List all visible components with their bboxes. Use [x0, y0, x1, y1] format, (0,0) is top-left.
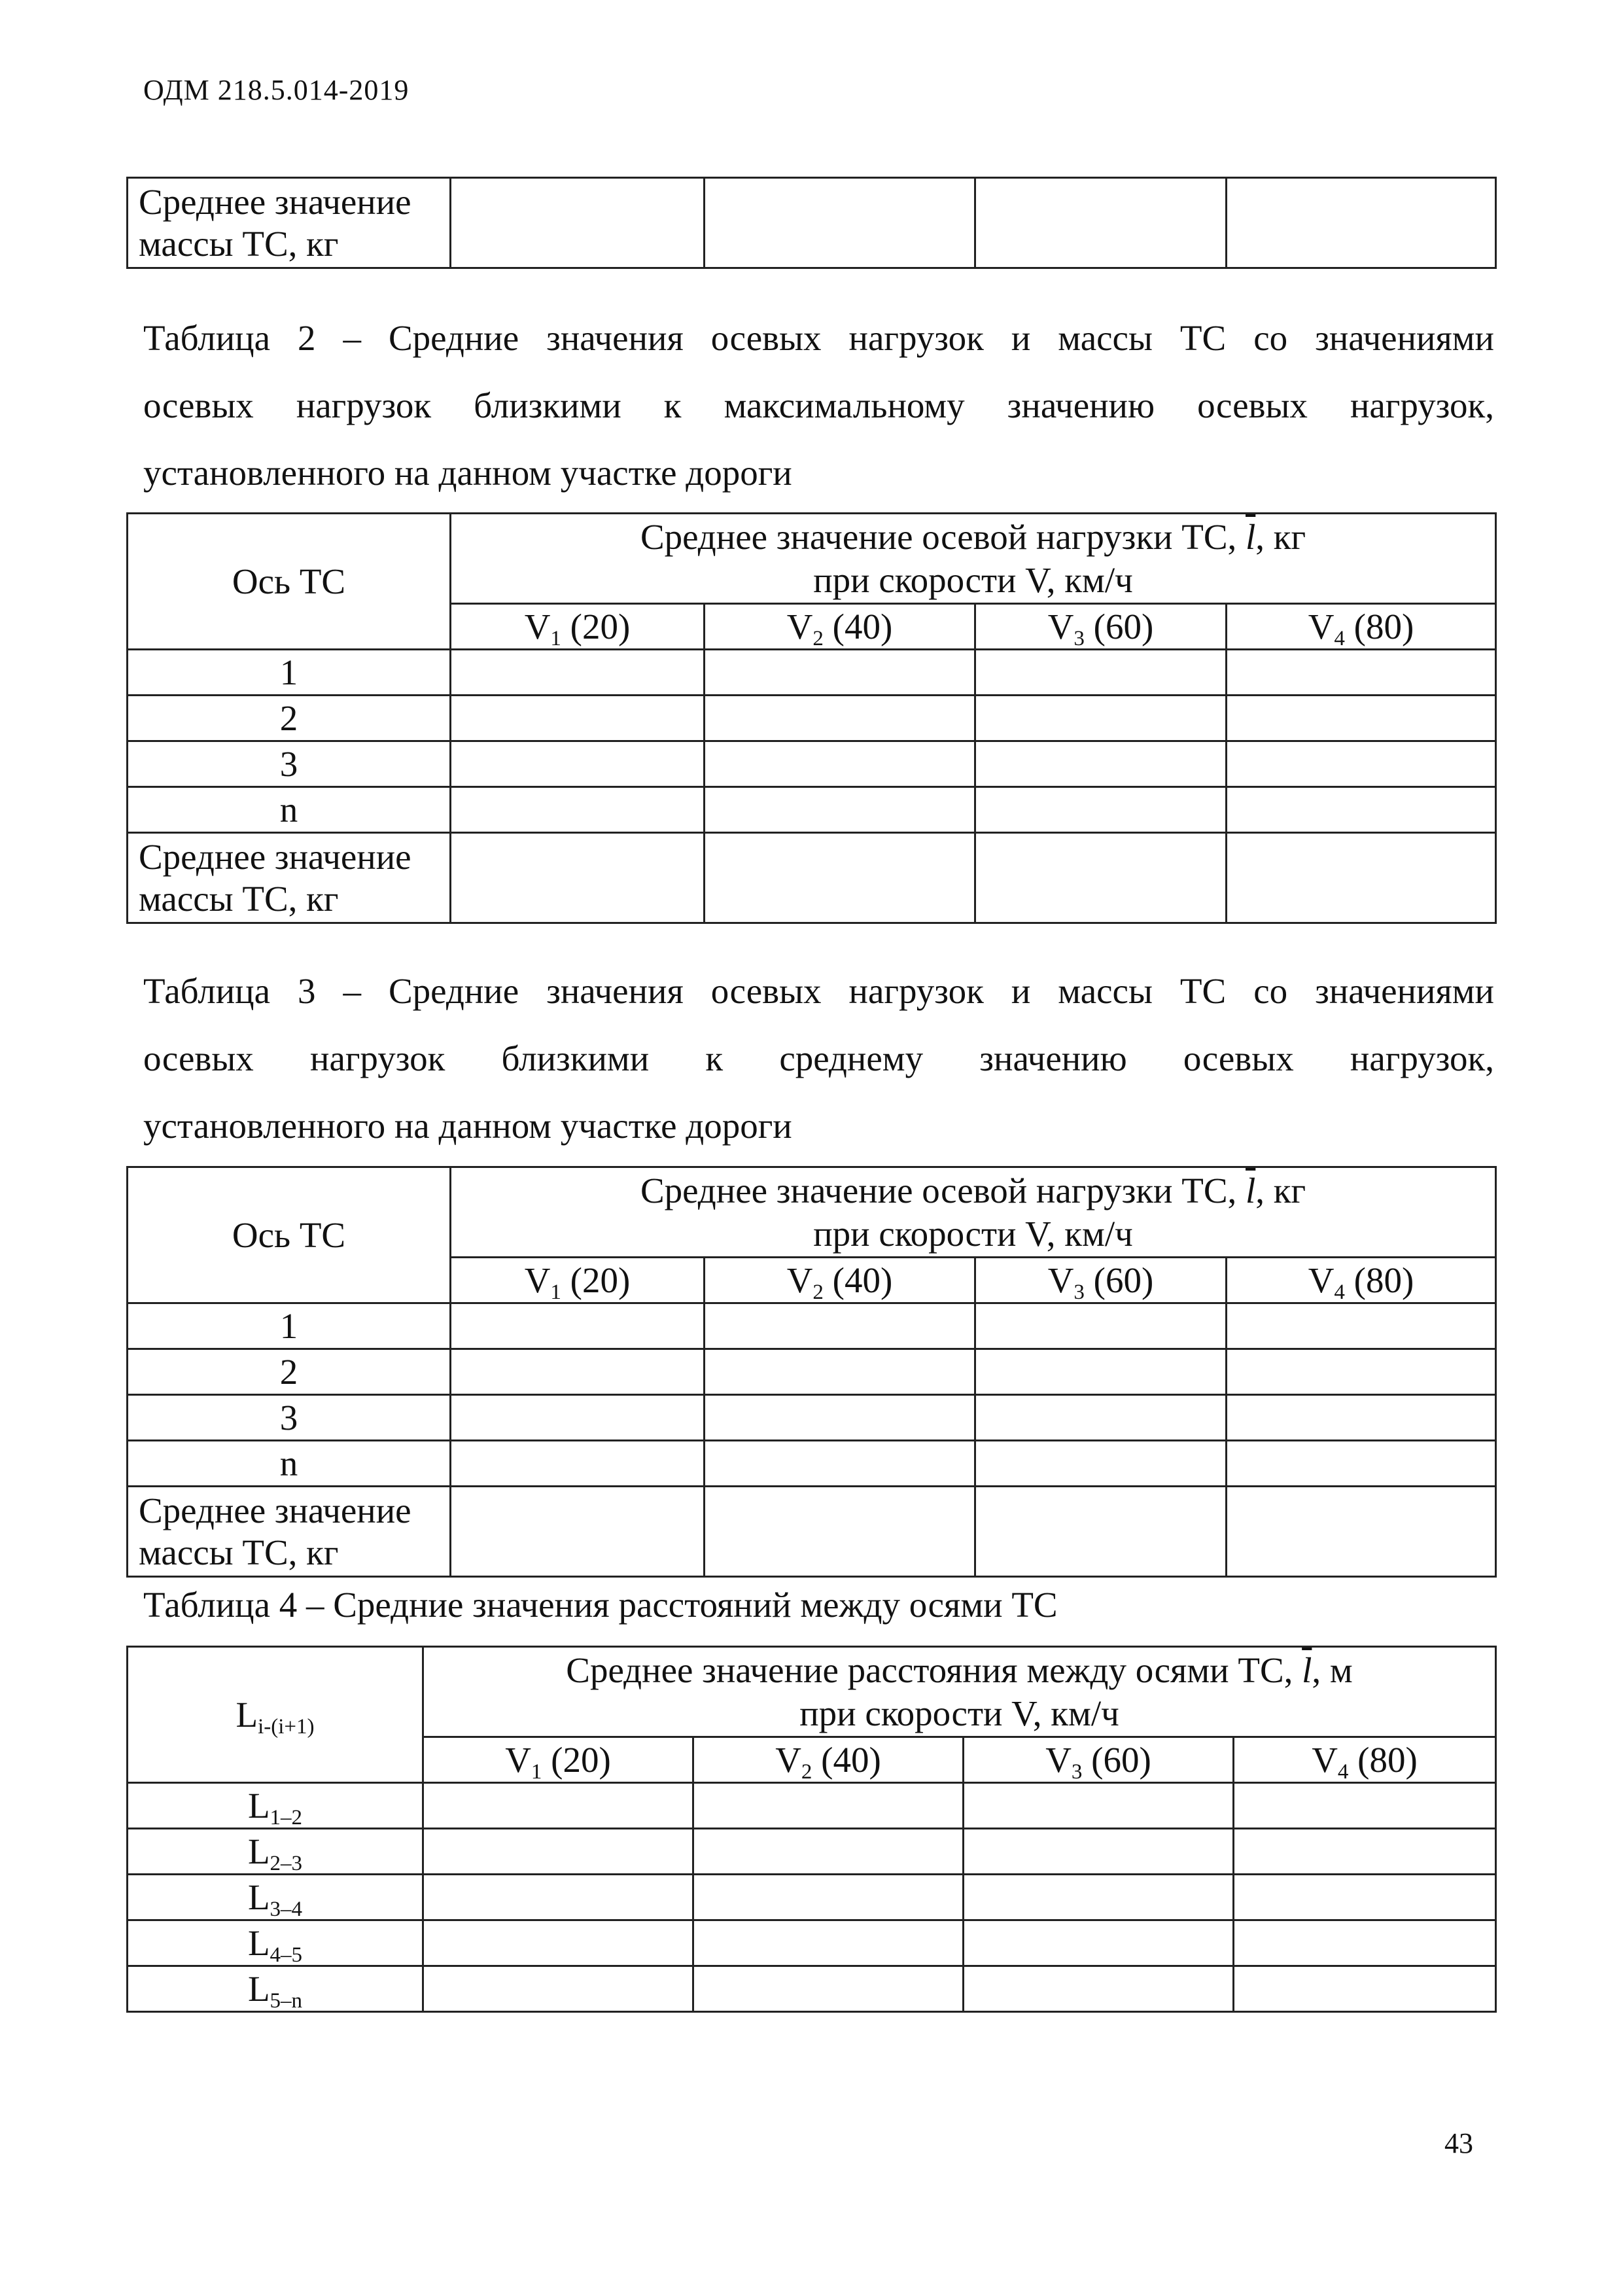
table-cell [975, 833, 1227, 923]
speed-header-v3: $V_3$ (60) [964, 1737, 1234, 1783]
speed-header-v3: $V_3$ (60) [975, 1258, 1227, 1303]
table-cell [1227, 650, 1496, 696]
table-row [128, 1966, 1496, 2012]
table-cell [451, 696, 705, 741]
table-cell [964, 1829, 1234, 1875]
table-cell [1227, 1441, 1496, 1487]
table-row [128, 1303, 1496, 1349]
table-row [128, 696, 1496, 741]
table2-caption: Таблица 2 – Средние значения осевых нагрузок и массы ТС со значениями осевых нагрузок близкими к максимальному значению осевых нагрузок, установленного на данном участке дороги [143, 318, 1494, 493]
speed-header-v2: $V_2$ (40) [705, 1258, 975, 1303]
table-row [128, 1920, 1496, 1966]
table-cell [451, 1303, 705, 1349]
table-cell [705, 1349, 975, 1395]
speed-group-header: Среднее значение осевой нагрузки ТС, $\overline{l}$, кг при скорости V, км/ч [451, 514, 1496, 604]
table-row [128, 1875, 1496, 1920]
table-cell [964, 1783, 1234, 1829]
table-cell [975, 741, 1227, 787]
axle-distance-label: $L_{1-2}$ [128, 1783, 423, 1829]
table-cell [451, 741, 705, 787]
table-cell [975, 650, 1227, 696]
table-cell [705, 741, 975, 787]
table-cell [705, 1303, 975, 1349]
axle-distance-label: $L_{4-5}$ [128, 1920, 423, 1966]
table-cell [975, 1303, 1227, 1349]
table-row [128, 1395, 1496, 1441]
mass-row-label: Среднее значение массы ТС, кг [128, 833, 451, 923]
axle-number: 2 [128, 696, 451, 741]
table-cell [693, 1829, 964, 1875]
speed-header-v1: $V_1$ (20) [451, 604, 705, 650]
table-cell [705, 1441, 975, 1487]
table-cell [975, 1487, 1227, 1577]
table-cell [964, 1920, 1234, 1966]
table-cell [451, 178, 705, 268]
speed-header-v4: $V_4$ (80) [1234, 1737, 1496, 1783]
table-cell [423, 1829, 693, 1875]
table-cell [705, 787, 975, 833]
table-cell [975, 178, 1227, 268]
mass-row-label: Среднее значение массы ТС, кг [128, 178, 451, 268]
table-cell [975, 1441, 1227, 1487]
table-cell [451, 1349, 705, 1395]
table4 [126, 1646, 1497, 2013]
speed-group-header: Среднее значение расстояния между осями ТС, $\overline{l}$, м при скорости V, км/ч [423, 1647, 1496, 1737]
table-cell [693, 1920, 964, 1966]
axle-distance-label: $L_{3-4}$ [128, 1875, 423, 1920]
table2 [126, 512, 1497, 924]
table-cell [451, 650, 705, 696]
axle-column-header: Ось ТС [128, 514, 451, 650]
table-cell [423, 1966, 693, 2012]
table-cell [1227, 787, 1496, 833]
axle-column-header: Ось ТС [128, 1167, 451, 1303]
table-cell [1227, 696, 1496, 741]
speed-header-v2: $V_2$ (40) [693, 1737, 964, 1783]
table-cell [423, 1875, 693, 1920]
table4-caption: Таблица 4 – Средние значения расстояний между осями ТС [143, 1585, 1058, 1625]
page-number: 43 [1444, 2127, 1473, 2159]
axle-distance-column-header: $L_{i-(i+1)}$ [128, 1647, 423, 1783]
table-cell [975, 787, 1227, 833]
table-row [128, 833, 1496, 923]
table-cell [1227, 1487, 1496, 1577]
speed-header-v3: $V_3$ (60) [975, 604, 1227, 650]
table-cell [1234, 1920, 1496, 1966]
table-cell [1227, 741, 1496, 787]
table-cell [451, 1487, 705, 1577]
table-cell [1234, 1829, 1496, 1875]
table-cell [1234, 1875, 1496, 1920]
table-row [128, 787, 1496, 833]
table-row [128, 741, 1496, 787]
axle-number: n [128, 787, 451, 833]
speed-group-header: Среднее значение осевой нагрузки ТС, $\overline{l}$, кг при скорости V, км/ч [451, 1167, 1496, 1258]
table-cell [975, 1349, 1227, 1395]
table3 [126, 1166, 1497, 1578]
table-cell [1227, 1395, 1496, 1441]
axle-distance-label: $L_{5-n}$ [128, 1966, 423, 2012]
speed-header-v4: $V_4$ (80) [1227, 1258, 1496, 1303]
table-cell [423, 1783, 693, 1829]
table-cell [705, 1395, 975, 1441]
table-cell [975, 1395, 1227, 1441]
table-row [128, 1441, 1496, 1487]
table-cell [451, 787, 705, 833]
table-row [128, 1349, 1496, 1395]
table-cell [705, 696, 975, 741]
table-row [128, 650, 1496, 696]
table-row [128, 1829, 1496, 1875]
table-cell [1227, 1303, 1496, 1349]
table-cell [964, 1966, 1234, 2012]
table-cell [705, 178, 975, 268]
table-cell [705, 1487, 975, 1577]
table-cell [693, 1875, 964, 1920]
table-row [128, 1487, 1496, 1577]
table-cell [964, 1875, 1234, 1920]
axle-number: 2 [128, 1349, 451, 1395]
table-cell [1227, 178, 1496, 268]
speed-header-v4: $V_4$ (80) [1227, 604, 1496, 650]
table-cell [975, 696, 1227, 741]
speed-header-v2: $V_2$ (40) [705, 604, 975, 650]
table-cell [693, 1783, 964, 1829]
table-cell [1234, 1966, 1496, 2012]
table-cell [1234, 1783, 1496, 1829]
table1-continuation [126, 177, 1497, 269]
table-cell [705, 650, 975, 696]
table-cell [451, 1441, 705, 1487]
axle-number: 3 [128, 741, 451, 787]
document-code: ОДМ 218.5.014-2019 [143, 74, 410, 106]
axle-number: 3 [128, 1395, 451, 1441]
table-cell [451, 1395, 705, 1441]
mass-row-label: Среднее значение массы ТС, кг [128, 1487, 451, 1577]
table-cell [693, 1966, 964, 2012]
table-cell [423, 1920, 693, 1966]
table3-caption: Таблица 3 – Средние значения осевых нагрузок и массы ТС со значениями осевых нагрузок близкими к среднему значению осевых нагрузок, установленного на данном участке дороги [143, 971, 1494, 1146]
table-cell [1227, 833, 1496, 923]
speed-header-v1: $V_1$ (20) [423, 1737, 693, 1783]
table-row [128, 1783, 1496, 1829]
table-cell [1227, 1349, 1496, 1395]
table-cell [705, 833, 975, 923]
axle-number: n [128, 1441, 451, 1487]
axle-distance-label: $L_{2-3}$ [128, 1829, 423, 1875]
speed-header-v1: $V_1$ (20) [451, 1258, 705, 1303]
table-cell [451, 833, 705, 923]
axle-number: 1 [128, 650, 451, 696]
axle-number: 1 [128, 1303, 451, 1349]
